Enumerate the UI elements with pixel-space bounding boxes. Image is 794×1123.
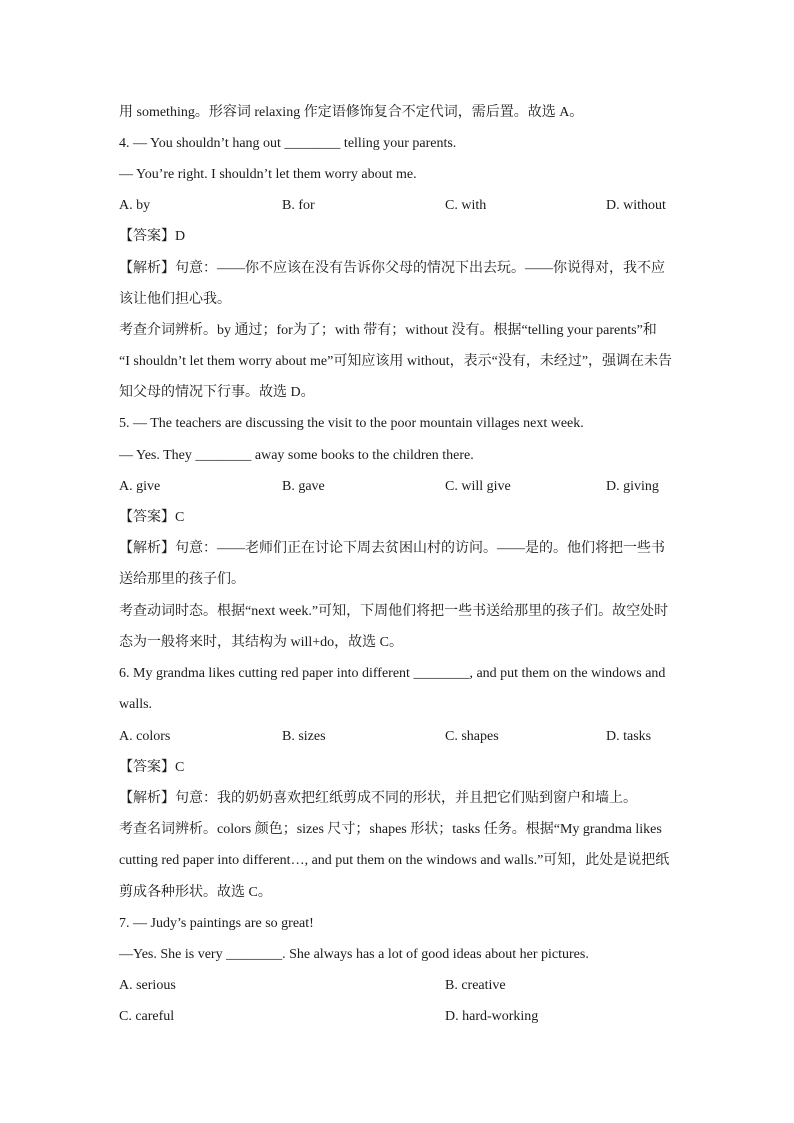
q7-option-a: A. serious <box>119 978 176 993</box>
q5-option-a: A. give <box>119 479 161 494</box>
q4-explanation-4: “I shouldn’t let them worry about me”可知应该用 without，表示“没有，未经过”，强调在未告 <box>119 354 673 369</box>
q4-explanation-2: 该让他们担心我。 <box>119 292 231 307</box>
q4-option-d: D. without <box>606 198 666 213</box>
question-5-reply: — Yes. They ________ away some books to the children there. <box>119 448 474 463</box>
q5-answer: 【答案】C <box>119 510 185 525</box>
q5-option-d: D. giving <box>606 479 659 494</box>
q4-option-b: B. for <box>282 198 315 213</box>
q5-explanation-2: 送给那里的孩子们。 <box>119 572 245 587</box>
q5-explanation-4: 态为一般将来时，其结构为 will+do，故选 C。 <box>119 635 404 650</box>
q4-explanation-3: 考查介词辨析。by 通过；for为了；with 带有；without 没有。根据“telling your parents”和 <box>119 323 657 338</box>
q6-option-c: C. shapes <box>445 729 499 744</box>
question-6-stem-cont: walls. <box>119 697 153 712</box>
q6-explanation-4: 剪成各种形状。故选 C。 <box>119 885 272 900</box>
q7-option-c: C. careful <box>119 1009 175 1024</box>
q5-option-c: C. will give <box>445 479 511 494</box>
q4-option-c: C. with <box>445 198 487 213</box>
q4-explanation-5: 知父母的情况下行事。故选 D。 <box>119 385 315 400</box>
question-7-reply: —Yes. She is very ________. She always has a lot of good ideas about her pictures. <box>119 947 589 962</box>
q6-answer: 【答案】C <box>119 760 185 775</box>
q5-explanation-3: 考查动词时态。根据“next week.”可知，下周他们将把一些书送给那里的孩子们。故空处时 <box>119 604 669 619</box>
question-5-stem: 5. — The teachers are discussing the visit to the poor mountain villages next week. <box>119 416 584 431</box>
q6-explanation-1: 【解析】句意：我的奶奶喜欢把红纸剪成不同的形状，并且把它们贴到窗户和墙上。 <box>119 791 637 806</box>
q7-option-d: D. hard-working <box>445 1009 539 1024</box>
q5-option-b: B. gave <box>282 479 325 494</box>
q4-explanation-1: 【解析】句意：——你不应该在没有告诉你父母的情况下出去玩。——你说得对，我不应 <box>119 261 665 276</box>
q6-explanation-3: cutting red paper into different…, and put them on the windows and walls.”可知，此处是说把纸 <box>119 853 670 868</box>
q5-explanation-1: 【解析】句意：——老师们正在讨论下周去贫困山村的访问。——是的。他们将把一些书 <box>119 541 665 556</box>
question-6-stem: 6. My grandma likes cutting red paper into different ________, and put them on the windows and <box>119 666 666 681</box>
q6-option-d: D. tasks <box>606 729 652 744</box>
q6-option-b: B. sizes <box>282 729 326 744</box>
question-4-stem: 4. — You shouldn’t hang out ________ telling your parents. <box>119 136 457 151</box>
q7-option-b: B. creative <box>445 978 506 993</box>
q6-option-a: A. colors <box>119 729 171 744</box>
q4-option-a: A. by <box>119 198 151 213</box>
question-4-reply: — You’re right. I shouldn’t let them worry about me. <box>119 167 417 182</box>
q6-explanation-2: 考查名词辨析。colors 颜色；sizes 尺寸；shapes 形状；tasks 任务。根据“My grandma likes <box>119 822 662 837</box>
q4-answer: 【答案】D <box>119 229 186 244</box>
question-7-stem: 7. — Judy’s paintings are so great! <box>119 916 314 931</box>
explanation-line: 用 something。形容词 relaxing 作定语修饰复合不定代词，需后置。故选 A。 <box>119 105 584 120</box>
